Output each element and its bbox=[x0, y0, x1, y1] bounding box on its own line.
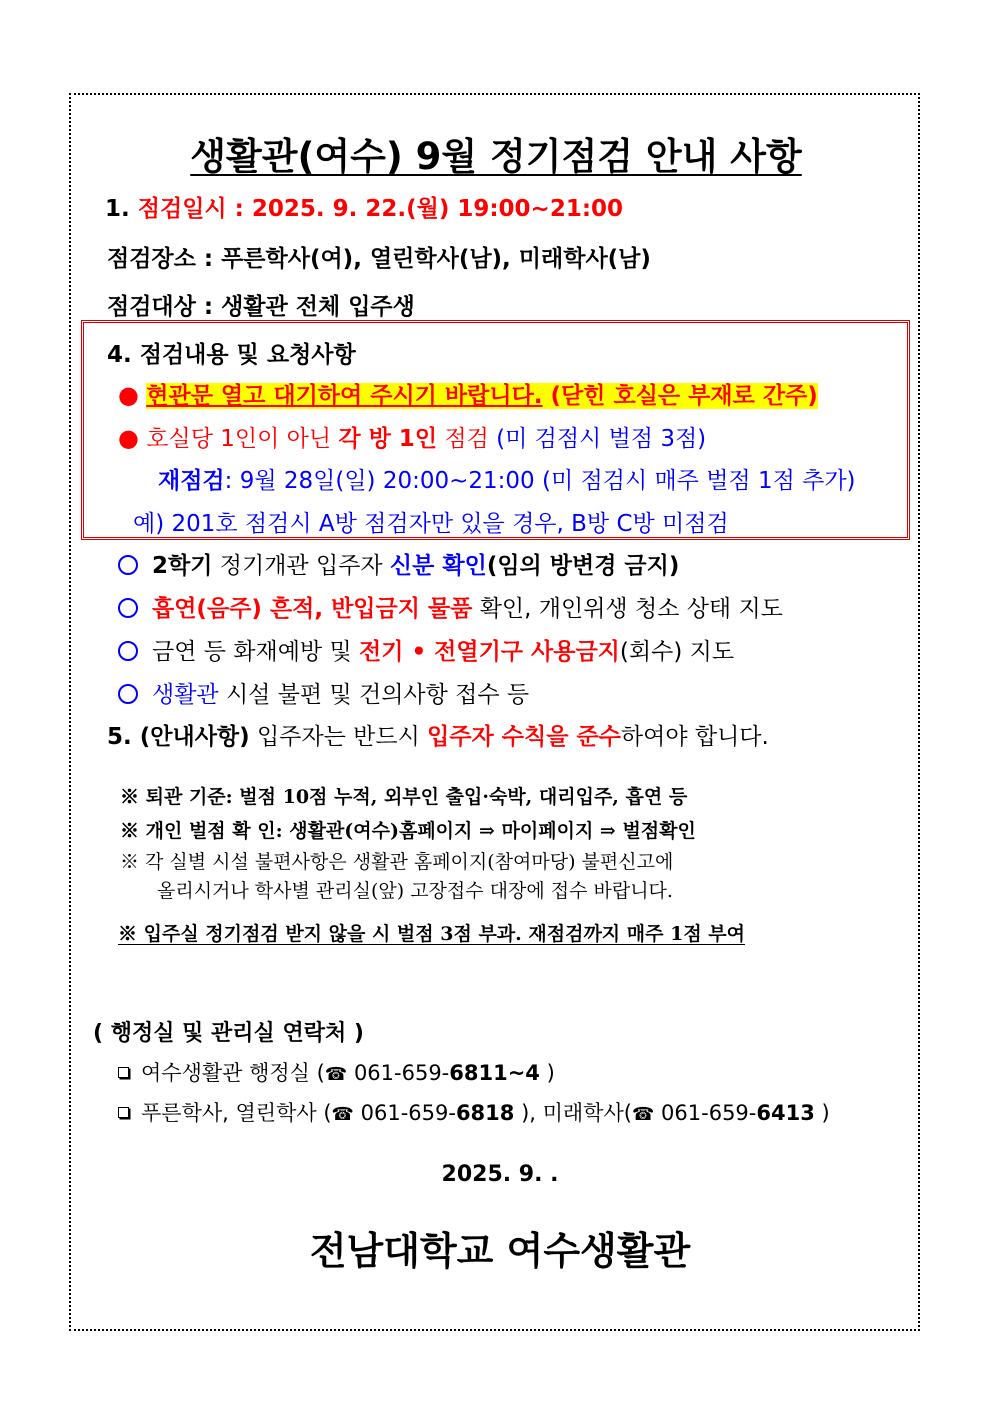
page-title: 생활관(여수) 9월 정기점검 안내 사항 bbox=[190, 135, 802, 178]
note-3b: 올리시거나 학사별 관리실(앞) 고장접수 대장에 접수 바랍니다. bbox=[157, 880, 673, 902]
item-4-heading: 4. 점검내용 및 요청사항 bbox=[107, 342, 356, 368]
document-frame bbox=[69, 93, 920, 1331]
checkbox-square-icon bbox=[118, 1107, 129, 1118]
note-3a: ※ 각 실별 시설 불편사항은 생활관 홈페이지(참여마당) 불편신고에 bbox=[120, 851, 674, 873]
circle-item-4: 생활관 시설 불편 및 건의사항 접수 등 bbox=[118, 676, 529, 709]
request-line-1: ● 현관문 열고 대기하여 주시기 바랍니다. (닫힌 호실은 부재로 간주) bbox=[118, 381, 818, 409]
circle-item-1: 2학기 정기개관 입주자 신분 확인(임의 방변경 금지) bbox=[118, 547, 679, 580]
circle-icon bbox=[118, 641, 138, 661]
document-date: 2025. 9. . bbox=[441, 1162, 559, 1187]
red-bullet-icon: ● bbox=[118, 424, 139, 452]
circle-item-3: 금연 등 화재예방 및 전기 • 전열기구 사용금지(회수) 지도 bbox=[118, 633, 734, 666]
item-2-location: 점검장소 : 푸른학사(여), 열린학사(남), 미래학사(남) bbox=[107, 246, 651, 272]
note-4: ※ 입주실 정기점검 받지 않을 시 벌점 3점 부과. 재점검까지 매주 1점 부여 bbox=[118, 923, 745, 945]
red-bullet-icon: ● bbox=[118, 381, 139, 409]
signature: 전남대학교 여수생활관 bbox=[309, 1229, 691, 1273]
note-2: ※ 개인 벌점 확 인: 생활관(여수)홈페이지 ⇒ 마이페이지 ⇒ 벌점확인 bbox=[120, 820, 696, 842]
circle-icon bbox=[118, 598, 138, 618]
contact-row-1: 여수생활관 행정실 (☎ 061-659-6811~4 ) bbox=[118, 1057, 555, 1087]
phone-icon: ☎ bbox=[631, 1104, 655, 1125]
circle-icon bbox=[118, 555, 138, 575]
note-1: ※ 퇴관 기준: 벌점 10점 누적, 외부인 출입·숙박, 대리입주, 흡연 등 bbox=[120, 786, 688, 808]
contact-row-2: 푸른학사, 열린학사 (☎ 061-659-6818 ), 미래학사(☎ 061-659-6413 ) bbox=[118, 1097, 830, 1127]
phone-icon: ☎ bbox=[324, 1064, 348, 1085]
circle-item-2: 흡연(음주) 흔적, 반입금지 물품 확인, 개인위생 청소 상태 지도 bbox=[118, 590, 783, 623]
item-5-notice: 5. (안내사항) 입주자는 반드시 입주자 수칙을 준수하여야 합니다. bbox=[107, 724, 769, 750]
request-line-2: ● 호실당 1인이 아닌 각 방 1인 점검 (미 검점시 벌점 3점) bbox=[118, 424, 707, 452]
request-line-4: 예) 201호 점검시 A방 점검자만 있을 경우, B방 C방 미점검 bbox=[133, 511, 729, 537]
item-3-target: 점검대상 : 생활관 전체 입주생 bbox=[107, 294, 415, 320]
item-1-schedule: 1. 점검일시 : 2025. 9. 22.(월) 19:00~21:00 bbox=[105, 196, 624, 222]
circle-icon bbox=[118, 684, 138, 704]
phone-icon: ☎ bbox=[331, 1104, 354, 1125]
checkbox-square-icon bbox=[118, 1067, 129, 1078]
request-line-3: 재점검: 9월 28일(일) 20:00~21:00 (미 점검시 매주 벌점 1점 추가) bbox=[158, 468, 856, 494]
contact-heading: ( 행정실 및 관리실 연락처 ) bbox=[93, 1021, 364, 1046]
